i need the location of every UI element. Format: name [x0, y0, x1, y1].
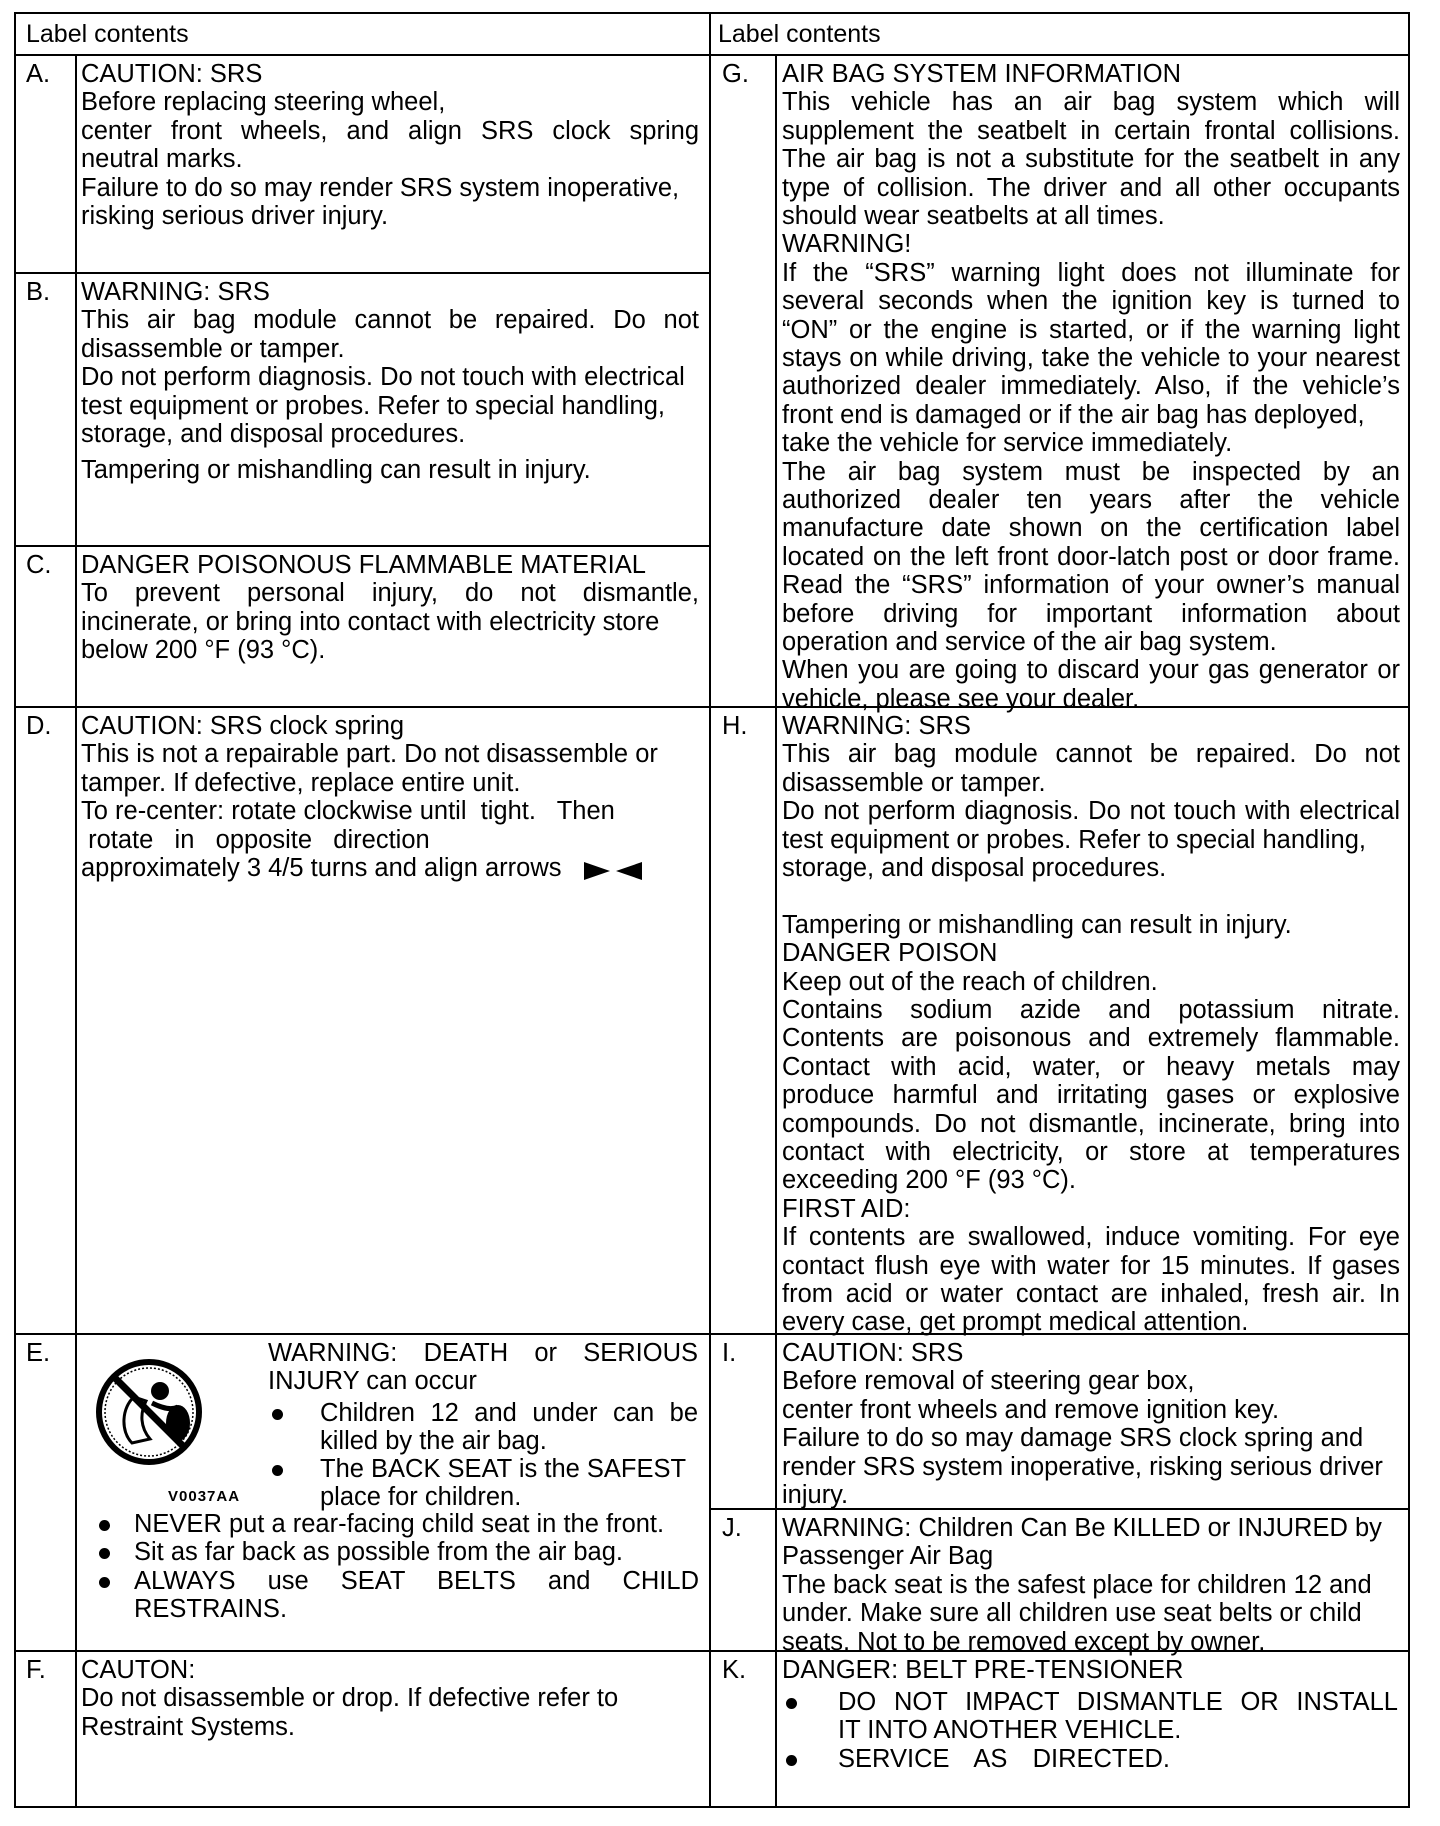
text-line: Do not disassemble or drop. If defective refer to: [81, 1684, 619, 1712]
text-line: Sit as far back as possible from the air bag.: [134, 1538, 623, 1566]
text-line: AIR BAG SYSTEM INFORMATION: [782, 60, 1182, 88]
row-letter-a: A.: [26, 60, 51, 88]
text-line: WARNING: SRS: [782, 712, 971, 740]
text-line: The BACK SEAT is the SAFEST: [320, 1455, 687, 1483]
text-line: exceeding 200 °F (93 °C).: [782, 1166, 1076, 1195]
text-line: Read the “SRS” information of your owner’s manual: [782, 571, 1400, 600]
divider-b-c: [14, 545, 710, 547]
row-letter-k: K.: [722, 1656, 747, 1684]
text-line: should wear seatbelts at all times.: [782, 202, 1165, 230]
text-line: If contents are swallowed, induce vomiting. For eye: [782, 1223, 1400, 1252]
text-line: place for children.: [320, 1483, 522, 1511]
text-line: DANGER POISON: [782, 939, 998, 968]
header-left: Label contents: [26, 20, 189, 48]
text-line: Contact with acid, water, or heavy metals may: [782, 1052, 1400, 1081]
bullet-icon: [99, 1548, 110, 1559]
text-line: Passenger Air Bag: [782, 1542, 994, 1570]
text-line: If the “SRS” warning light does not illuminate for: [782, 258, 1400, 287]
text-line: Before removal of steering gear box,: [782, 1367, 1195, 1395]
text-line: several seconds when the ignition key is turned to: [782, 287, 1400, 316]
text-line: before driving for important information about: [782, 599, 1400, 628]
row-letter-b: B.: [26, 278, 51, 306]
text-line: neutral marks.: [81, 145, 243, 173]
divider-center: [709, 12, 711, 1808]
text-line: DANGER: BELT PRE-TENSIONER: [782, 1656, 1184, 1684]
row-letter-e: E.: [26, 1339, 51, 1367]
text-line: RESTRAINS.: [134, 1595, 288, 1623]
text-line: tamper. If defective, replace entire unit.: [81, 769, 521, 797]
text-line: disassemble or tamper.: [81, 335, 345, 363]
bullet-icon: [786, 1698, 797, 1709]
text-line: Before replacing steering wheel,: [81, 88, 446, 116]
text-line: test equipment or probes. Refer to special handling,: [782, 825, 1367, 854]
text-line: When you are going to discard your gas generator or: [782, 656, 1400, 685]
text-line: Failure to do so may render SRS system inoperative,: [81, 174, 680, 202]
text-line: FIRST AID:: [782, 1194, 911, 1223]
pictogram-label: V0037AA: [168, 1488, 241, 1505]
bullet-icon: [786, 1755, 797, 1766]
text-line: This air bag module cannot be repaired. Do not: [81, 306, 699, 334]
text-line: take the vehicle for service immediately.: [782, 429, 1233, 458]
text-line: front end is damaged or if the air bag has deployed,: [782, 400, 1365, 429]
text-line: compounds. Do not dismantle, incinerate, bring into: [782, 1109, 1400, 1138]
row-letter-d: D.: [26, 712, 52, 740]
divider-d-e: [14, 1333, 710, 1335]
text-line: Do not perform diagnosis. Do not touch with electrical: [81, 363, 685, 391]
text-line: CAUTION: SRS clock spring: [81, 712, 405, 740]
text-line: killed by the air bag.: [320, 1427, 547, 1455]
bullet-icon: [99, 1520, 110, 1531]
row-letter-j: J.: [722, 1514, 742, 1542]
text-line: authorized dealer ten years after the vehicle: [782, 486, 1400, 514]
row-letter-h: H.: [722, 712, 748, 740]
text-line: approximately 3 4/5 turns and align arrows: [81, 854, 562, 882]
text-line: below 200 °F (93 °C).: [81, 636, 326, 664]
text-line: storage, and disposal procedures.: [81, 420, 466, 448]
text-line: DANGER POISONOUS FLAMMABLE MATERIAL: [81, 551, 646, 579]
text-line: incinerate, or bring into contact with electricity store: [81, 608, 660, 636]
text-line: type of collision. The driver and all other occupants: [782, 173, 1400, 202]
text-line: This is not a repairable part. Do not disassemble or: [81, 740, 658, 768]
text-line: injury.: [782, 1481, 849, 1509]
text-line: Do not perform diagnosis. Do not touch with electrical: [782, 797, 1400, 826]
text-line: The air bag is not a substitute for the seatbelt in any: [782, 145, 1400, 174]
text-line: stays on while driving, take the vehicle to your nearest: [782, 344, 1400, 372]
divider-left-letter: [75, 54, 77, 1808]
text-line: manufacture date shown on the certification label: [782, 514, 1400, 543]
divider-header: [14, 54, 1410, 56]
divider-c-d: [14, 706, 1410, 708]
text-line: This air bag module cannot be repaired. Do not: [782, 740, 1400, 769]
text-line: seats. Not to be removed except by owner.: [782, 1628, 1266, 1656]
row-letter-g: G.: [722, 60, 749, 88]
text-line: INJURY can occur: [268, 1367, 477, 1395]
text-line: contact flush eye with water for 15 minutes. If gases: [782, 1251, 1400, 1280]
bullet-icon: [272, 1409, 283, 1420]
text-line: This vehicle has an air bag system which will: [782, 88, 1400, 117]
text-line: The back seat is the safest place for children 12 and: [782, 1571, 1372, 1599]
text-line: center front wheels and remove ignition key.: [782, 1396, 1280, 1424]
text-line: “ON” or the engine is started, or if the warning light: [782, 315, 1400, 344]
text-line: Children 12 and under can be: [320, 1399, 698, 1427]
text-line: SERVICE AS DIRECTED.: [838, 1745, 1170, 1773]
row-letter-i: I.: [722, 1339, 737, 1367]
bullet-icon: [99, 1577, 110, 1588]
row-letter-c: C.: [26, 551, 52, 579]
text-line: IT INTO ANOTHER VEHICLE.: [838, 1716, 1182, 1744]
text-line: Contents are poisonous and extremely flammable.: [782, 1024, 1400, 1053]
align-arrows-icon: [584, 860, 642, 882]
text-line: WARNING: SRS: [81, 278, 270, 306]
text-line: rotate in opposite direction: [81, 826, 430, 854]
text-line: Contains sodium azide and potassium nitrate.: [782, 996, 1400, 1024]
text-line: CAUTION: SRS: [81, 60, 263, 88]
bullet-icon: [272, 1465, 283, 1476]
text-line: Tampering or mishandling can result in injury.: [782, 910, 1292, 939]
text-line: from acid or water contact are inhaled, fresh air. In: [782, 1280, 1400, 1308]
text-line: DO NOT IMPACT DISMANTLE OR INSTALL: [838, 1688, 1398, 1716]
text-line: Restraint Systems.: [81, 1713, 295, 1741]
text-line: CAUTION: SRS: [782, 1339, 964, 1367]
text-line: CAUTON:: [81, 1656, 196, 1684]
text-line: every case, get prompt medical attention.: [782, 1308, 1249, 1337]
text-line: NEVER put a rear-facing child seat in the front.: [134, 1510, 665, 1538]
text-line: To re-center: rotate clockwise until tight. Then: [81, 797, 615, 825]
no-child-seat-front-icon: [94, 1357, 204, 1467]
text-line: under. Make sure all children use seat belts or child: [782, 1599, 1362, 1627]
text-line: Keep out of the reach of children.: [782, 967, 1158, 996]
text-line: operation and service of the air bag system.: [782, 628, 1277, 656]
text-line: located on the left front door-latch post or door frame.: [782, 542, 1400, 571]
text-line: contact with electricity, or store at temperatures: [782, 1138, 1400, 1166]
text-line: test equipment or probes. Refer to special handling,: [81, 392, 666, 420]
header-right: Label contents: [718, 20, 881, 48]
text-line: The air bag system must be inspected by an: [782, 457, 1400, 486]
text-line: authorized dealer immediately. Also, if the vehicle’s: [782, 372, 1400, 401]
text-line: supplement the seatbelt in certain frontal collisions.: [782, 116, 1400, 145]
divider-e-f: [14, 1650, 710, 1652]
text-line: WARNING!: [782, 230, 912, 259]
text-line: To prevent personal injury, do not dismantle,: [81, 579, 699, 607]
text-line: ALWAYS use SEAT BELTS and CHILD: [134, 1567, 699, 1595]
divider-a-b: [14, 272, 710, 274]
text-line: disassemble or tamper.: [782, 768, 1046, 797]
text-line: produce harmful and irritating gases or explosive: [782, 1081, 1400, 1110]
text-line: WARNING: Children Can Be KILLED or INJURED by: [782, 1514, 1382, 1542]
text-line: Failure to do so may damage SRS clock spring and: [782, 1424, 1364, 1452]
text-line: render SRS system inoperative, risking serious driver: [782, 1453, 1383, 1481]
divider-right-letter: [775, 54, 777, 1808]
text-line: Tampering or mishandling can result in injury.: [81, 456, 591, 484]
text-line: storage, and disposal procedures.: [782, 854, 1167, 882]
text-line: center front wheels, and align SRS clock spring: [81, 117, 699, 145]
text-line: risking serious driver injury.: [81, 202, 389, 230]
text-line: WARNING: DEATH or SERIOUS: [268, 1339, 698, 1367]
row-letter-f: F.: [26, 1656, 46, 1684]
text-line: vehicle, please see your dealer.: [782, 684, 1140, 713]
